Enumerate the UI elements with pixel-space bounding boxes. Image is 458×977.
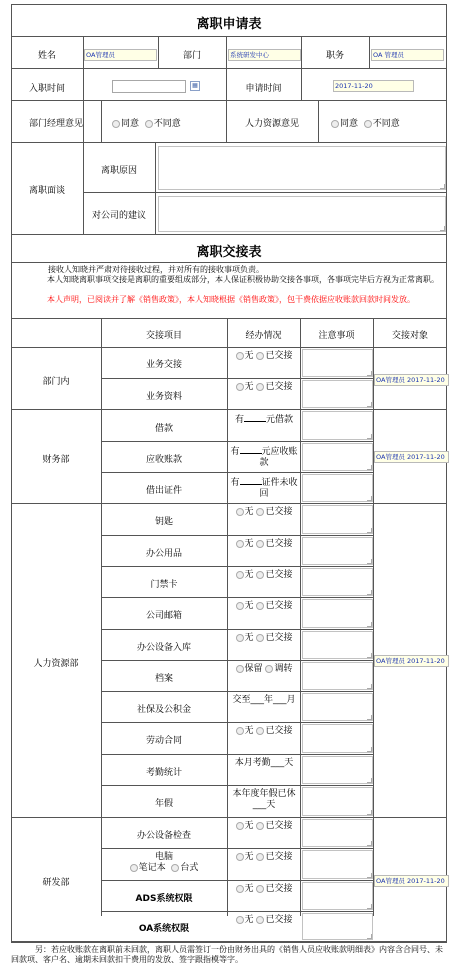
status-business-opt1-radio[interactable] bbox=[236, 352, 244, 360]
status-cert-blank[interactable] bbox=[240, 476, 262, 485]
notes-email[interactable] bbox=[302, 599, 373, 628]
footer-note bbox=[11, 945, 445, 964]
status-supplies-opt1-radio[interactable] bbox=[236, 540, 244, 548]
status-ads-opt1-radio[interactable] bbox=[236, 885, 244, 893]
status-oa bbox=[229, 915, 299, 926]
status-oa-opt1-radio[interactable] bbox=[236, 916, 244, 924]
status-email-opt2-radio[interactable] bbox=[256, 602, 264, 610]
status-supplies-opt2: 已交接 bbox=[265, 539, 293, 549]
status-attendance-text: 本月考勤___天 bbox=[234, 758, 294, 768]
item-equip-check: 办公设备检查 bbox=[136, 831, 191, 841]
apply-date-label: 申请时间 bbox=[245, 84, 282, 94]
position-label: 职务 bbox=[325, 51, 344, 61]
status-supplies bbox=[229, 539, 299, 550]
status-loan-blank[interactable] bbox=[244, 413, 266, 422]
item-supplies: 办公用品 bbox=[145, 549, 182, 559]
notes-ads[interactable] bbox=[302, 882, 373, 910]
form-title: 离职申请表 bbox=[196, 17, 262, 32]
hr-disagree-label: 不同意 bbox=[372, 119, 400, 129]
note-handover bbox=[11, 275, 445, 285]
status-archive-opt1: 保留 bbox=[244, 664, 263, 674]
item-materials: 业务资料 bbox=[145, 392, 182, 402]
status-archive bbox=[229, 664, 299, 675]
status-ads-opt2-radio[interactable] bbox=[256, 885, 264, 893]
status-archive-opt1-radio[interactable] bbox=[236, 665, 244, 673]
status-computer-opt1-radio[interactable] bbox=[236, 853, 244, 861]
status-email bbox=[229, 601, 299, 612]
status-keys bbox=[229, 507, 299, 518]
footer-note-text: 另：若应收账款在离职前未回款，离职人员需签订一份由财务出具的《销售人员应收账款明细表》内容含合同号、未回款项、客户名、逾期未回款扣干费用的发放、签字跟指模等字。 bbox=[11, 945, 443, 964]
status-cert bbox=[229, 476, 299, 500]
target-hr[interactable]: OA管理员 2017-11-20 bbox=[374, 655, 449, 667]
status-equip bbox=[229, 633, 299, 644]
status-archive-opt2: 调转 bbox=[274, 664, 293, 674]
suggest-textarea[interactable] bbox=[158, 196, 446, 232]
target-rd[interactable]: OA管理员 2017-11-20 bbox=[374, 875, 449, 887]
hr-agree-label: 同意 bbox=[340, 119, 359, 129]
status-materials-opt2: 已交接 bbox=[265, 382, 293, 392]
name-label: 姓名 bbox=[37, 51, 56, 61]
status-social-text: 交至___年___月 bbox=[232, 695, 296, 705]
note-receiver: 接收人知晓并严肃对待接收过程，并对所有的接收事项负责。 bbox=[48, 265, 264, 274]
hr-opinion-label: 人力资源意见 bbox=[244, 119, 299, 129]
status-contract-opt2-radio[interactable] bbox=[256, 727, 264, 735]
item-cert: 借出证件 bbox=[145, 486, 182, 496]
status-equip-opt2: 已交接 bbox=[265, 633, 293, 643]
notes-equip[interactable] bbox=[302, 631, 373, 659]
status-oa-opt1: 无 bbox=[244, 915, 254, 925]
col-target: 交接对象 bbox=[391, 331, 428, 341]
status-cert-pre: 有 bbox=[230, 478, 240, 488]
computer-label: 电脑 bbox=[154, 852, 173, 862]
status-archive-opt2-radio[interactable] bbox=[265, 665, 273, 673]
note-handover-text: 本人知晓离职事项交接是离职的重要组成部分，本人保证积极协助交接各事项，各事项完毕后方视为正常离职。 bbox=[47, 275, 439, 284]
notes-keys[interactable] bbox=[302, 505, 373, 534]
status-email-opt1: 无 bbox=[244, 601, 254, 611]
status-supplies-opt1: 无 bbox=[244, 539, 254, 549]
notes-business[interactable] bbox=[302, 349, 373, 377]
status-ads bbox=[229, 884, 299, 895]
status-equip_check-opt1: 无 bbox=[244, 821, 254, 831]
status-equip_check bbox=[229, 821, 299, 832]
notes-archive[interactable] bbox=[302, 662, 373, 690]
status-ads-opt1: 无 bbox=[244, 884, 254, 894]
notes-contract[interactable] bbox=[302, 724, 373, 753]
status-keys-opt2: 已交接 bbox=[265, 507, 293, 517]
manager-disagree-label: 不同意 bbox=[153, 119, 181, 129]
item-email: 公司邮箱 bbox=[145, 611, 182, 621]
section-rd: 研发部 bbox=[42, 878, 70, 888]
status-equip-opt1: 无 bbox=[244, 633, 254, 643]
section-dept-internal: 部门内 bbox=[42, 377, 70, 387]
status-business bbox=[229, 351, 299, 362]
status-loan-pre: 有 bbox=[234, 415, 244, 425]
dept-field[interactable]: 系统研发中心 bbox=[228, 49, 301, 61]
reason-label: 离职原因 bbox=[100, 166, 137, 176]
laptop-label: 笔记本 bbox=[138, 863, 166, 873]
notes-supplies[interactable] bbox=[302, 537, 373, 565]
status-card-opt1: 无 bbox=[244, 570, 254, 580]
status-business-opt2-radio[interactable] bbox=[256, 352, 264, 360]
notes-loan[interactable] bbox=[302, 411, 373, 440]
status-card-opt2: 已交接 bbox=[265, 570, 293, 580]
target-finance[interactable]: OA管理员 2017-11-20 bbox=[374, 451, 449, 463]
suggest-label: 对公司的建议 bbox=[91, 211, 146, 221]
desktop-radio[interactable] bbox=[171, 864, 179, 872]
status-contract-opt1: 无 bbox=[244, 726, 254, 736]
status-card-opt1-radio[interactable] bbox=[236, 571, 244, 579]
notes-attendance[interactable] bbox=[302, 756, 373, 784]
item-ads: ADS系统权限 bbox=[135, 894, 193, 904]
manager-opinion-label: 部门经理意见 bbox=[28, 119, 83, 129]
status-equip_check-opt2: 已交接 bbox=[265, 821, 293, 831]
col-notes: 注意事项 bbox=[318, 331, 355, 341]
status-recv-blank[interactable] bbox=[240, 445, 262, 454]
status-equip_check-opt1-radio[interactable] bbox=[236, 822, 244, 830]
item-social: 社保及公积金 bbox=[136, 705, 191, 715]
hr-disagree-radio[interactable] bbox=[364, 120, 372, 128]
status-keys-opt1: 无 bbox=[244, 507, 254, 517]
notes-social[interactable] bbox=[302, 693, 373, 721]
manager-agree-radio[interactable] bbox=[112, 120, 120, 128]
status-keys-opt1-radio[interactable] bbox=[236, 508, 244, 516]
status-loan bbox=[229, 413, 299, 426]
item-attendance: 考勤统计 bbox=[145, 768, 182, 778]
col-status: 经办情况 bbox=[245, 331, 282, 341]
status-materials bbox=[229, 382, 299, 393]
status-ads-opt2: 已交接 bbox=[265, 884, 293, 894]
status-keys-opt2-radio[interactable] bbox=[256, 508, 264, 516]
item-oa: OA系统权限 bbox=[138, 924, 190, 934]
item-loan: 借款 bbox=[154, 424, 173, 434]
status-computer bbox=[229, 852, 299, 863]
reason-textarea[interactable] bbox=[158, 146, 446, 190]
notes-cert[interactable] bbox=[302, 474, 373, 502]
item-vacation: 年假 bbox=[154, 799, 173, 809]
notes-recv[interactable] bbox=[302, 443, 373, 471]
notes-computer[interactable] bbox=[302, 850, 373, 879]
note-declaration bbox=[11, 295, 445, 305]
item-card: 门禁卡 bbox=[150, 580, 178, 590]
status-vacation-text: 本年度年假已休___天 bbox=[232, 789, 296, 810]
join-date-input[interactable] bbox=[112, 80, 186, 93]
status-attendance bbox=[229, 758, 299, 769]
status-materials-opt1: 无 bbox=[244, 382, 254, 392]
status-contract bbox=[229, 726, 299, 737]
status-cert-post: 证件未收回 bbox=[259, 478, 298, 499]
item-equip: 办公设备入库 bbox=[136, 643, 191, 653]
section-finance: 财务部 bbox=[42, 455, 70, 465]
hr-opinion-radios bbox=[331, 116, 400, 129]
apply-date-field[interactable]: 2017-11-20 bbox=[333, 80, 414, 92]
status-computer-opt1: 无 bbox=[244, 852, 254, 862]
item-receivable: 应收账款 bbox=[145, 455, 182, 465]
status-recv bbox=[229, 445, 299, 469]
name-field[interactable]: OA管理员 bbox=[84, 49, 157, 61]
calendar-icon[interactable]: ▦ bbox=[190, 81, 200, 91]
item-computer bbox=[101, 852, 227, 874]
status-social bbox=[229, 695, 299, 706]
status-recv-pre: 有 bbox=[230, 447, 240, 457]
section-hr: 人力资源部 bbox=[33, 659, 79, 669]
status-computer-opt2: 已交接 bbox=[265, 852, 293, 862]
status-supplies-opt2-radio[interactable] bbox=[256, 540, 264, 548]
manager-disagree-radio[interactable] bbox=[145, 120, 153, 128]
note-declaration-text: 本人声明，已阅读并了解《销售政策》，本人知晓根据《销售政策》，包干费依据应收账款回款时间发放。 bbox=[47, 295, 415, 304]
laptop-radio[interactable] bbox=[130, 864, 138, 872]
status-card-opt2-radio[interactable] bbox=[256, 571, 264, 579]
col-item: 交接项目 bbox=[145, 331, 182, 341]
desktop-label: 台式 bbox=[180, 863, 199, 873]
status-business-opt1: 无 bbox=[244, 351, 254, 361]
notes-oa[interactable] bbox=[302, 913, 373, 940]
manager-agree-label: 同意 bbox=[121, 119, 140, 129]
status-equip-opt2-radio[interactable] bbox=[256, 634, 264, 642]
status-contract-opt2: 已交接 bbox=[265, 726, 293, 736]
status-email-opt1-radio[interactable] bbox=[236, 602, 244, 610]
status-email-opt2: 已交接 bbox=[265, 601, 293, 611]
status-business-opt2: 已交接 bbox=[265, 351, 293, 361]
manager-opinion-radios bbox=[112, 116, 181, 129]
status-materials-opt1-radio[interactable] bbox=[236, 383, 244, 391]
item-business: 业务交接 bbox=[145, 360, 182, 370]
status-contract-opt1-radio[interactable] bbox=[236, 727, 244, 735]
join-date-label: 入职时间 bbox=[28, 84, 65, 94]
dept-label: 部门 bbox=[182, 51, 201, 61]
status-card bbox=[229, 570, 299, 581]
status-oa-opt2-radio[interactable] bbox=[256, 916, 264, 924]
status-computer-opt2-radio[interactable] bbox=[256, 853, 264, 861]
interview-label: 离职面谈 bbox=[28, 186, 65, 196]
notes-card[interactable] bbox=[302, 568, 373, 596]
notes-equip_check[interactable] bbox=[302, 819, 373, 847]
status-loan-post: 元借款 bbox=[266, 415, 294, 425]
status-oa-opt2: 已交接 bbox=[265, 915, 293, 925]
status-vacation bbox=[229, 789, 299, 811]
item-archive: 档案 bbox=[154, 674, 173, 684]
item-keys: 钥匙 bbox=[154, 517, 173, 527]
handover-title: 离职交接表 bbox=[196, 245, 262, 260]
status-materials-opt2-radio[interactable] bbox=[256, 383, 264, 391]
hr-agree-radio[interactable] bbox=[331, 120, 339, 128]
status-equip_check-opt2-radio[interactable] bbox=[256, 822, 264, 830]
status-recv-post: 元应收账款 bbox=[259, 447, 298, 468]
target-dept-internal[interactable]: OA管理员 2017-11-20 bbox=[374, 374, 449, 386]
item-contract: 劳动合同 bbox=[145, 736, 182, 746]
position-field[interactable]: OA 管理员 bbox=[371, 49, 444, 61]
notes-materials[interactable] bbox=[302, 380, 373, 408]
status-equip-opt1-radio[interactable] bbox=[236, 634, 244, 642]
notes-vacation[interactable] bbox=[302, 787, 373, 816]
